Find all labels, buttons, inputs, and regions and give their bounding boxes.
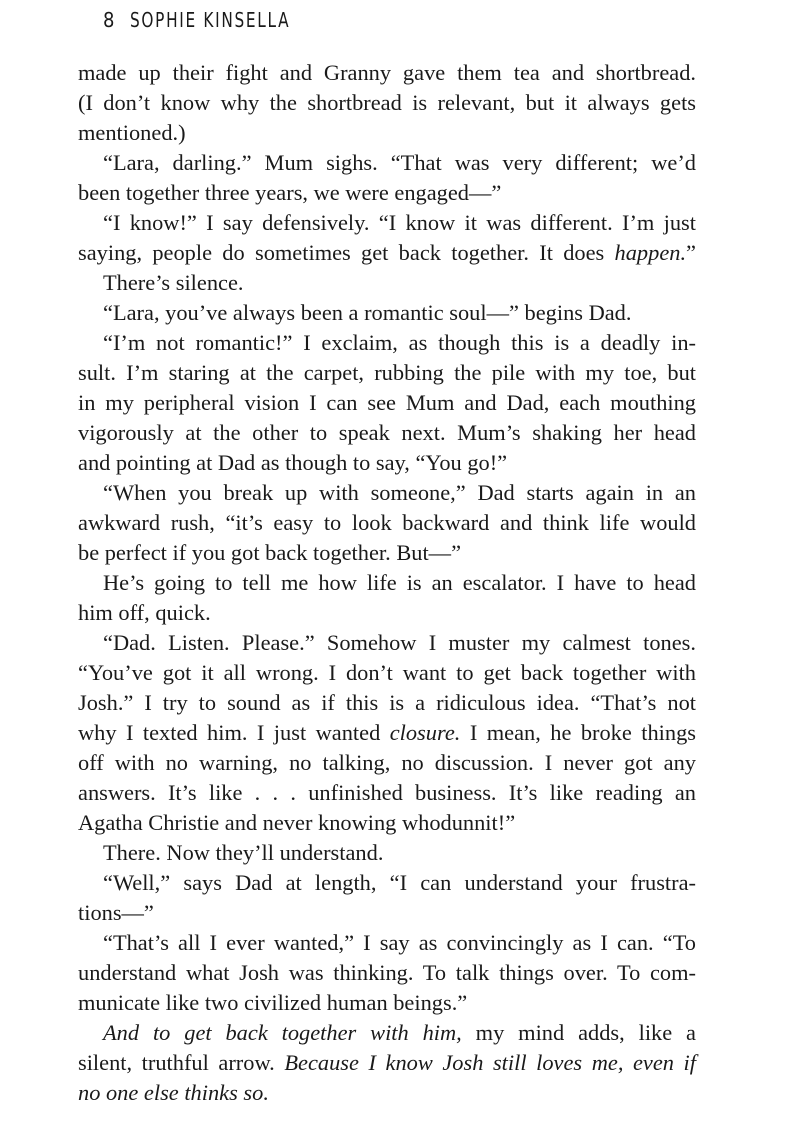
text-line	[78, 298, 696, 328]
text-segment: tions—”	[78, 900, 154, 925]
text-segment: “Well,” says Dad at length, “I can understand your frustra-	[103, 870, 696, 895]
text-segment: silent, truthful arrow.	[78, 1050, 285, 1075]
text-segment: There. Now they’ll understand.	[103, 840, 384, 865]
text-line	[78, 868, 696, 898]
text-segment: Josh.” I try to sound as if this is a ridiculous idea. “That’s not	[78, 690, 696, 715]
text-segment: Agatha Christie and never knowing whodunnit!”	[78, 810, 516, 835]
text-line	[78, 1078, 696, 1108]
text-segment: vigorously at the other to speak next. Mum’s shaking her head	[78, 420, 696, 445]
text-line	[78, 778, 696, 808]
text-segment: “Dad. Listen. Please.” Somehow I muster my calmest tones.	[103, 630, 696, 655]
text-segment: be perfect if you got back together. But—”	[78, 540, 462, 565]
text-line	[78, 88, 696, 118]
page-number: 8	[103, 8, 117, 32]
text-segment: understand what Josh was thinking. To talk things over. To com-	[78, 960, 696, 985]
text-line	[78, 598, 696, 628]
text-line	[78, 898, 696, 928]
text-line	[78, 658, 696, 688]
text-line	[78, 478, 696, 508]
text-line	[78, 448, 696, 478]
running-head	[103, 8, 319, 34]
text-segment: sult. I’m staring at the carpet, rubbing the pile with my toe, but	[78, 360, 696, 385]
text-line	[78, 568, 696, 598]
text-line	[78, 328, 696, 358]
text-segment: municate like two civilized human beings.”	[78, 990, 468, 1015]
text-segment: “I’m not romantic!” I exclaim, as though this is a deadly in-	[103, 330, 696, 355]
text-line	[78, 988, 696, 1018]
text-line	[78, 688, 696, 718]
text-segment: “You’ve got it all wrong. I don’t want to get back together with	[78, 660, 696, 685]
text-line	[78, 538, 696, 568]
text-line	[78, 118, 696, 148]
text-line	[78, 928, 696, 958]
text-segment: him off, quick.	[78, 600, 211, 625]
text-segment: I mean, he broke things	[460, 720, 696, 745]
text-line	[78, 508, 696, 538]
text-segment: “When you break up with someone,” Dad starts again in an	[103, 480, 696, 505]
text-segment: awkward rush, “it’s easy to look backward and think life would	[78, 510, 696, 535]
italic-text-segment: Because I know Josh still loves me, even if	[284, 1050, 697, 1075]
text-segment: why I texted him. I just wanted	[78, 720, 390, 745]
text-segment: There’s silence.	[103, 270, 244, 295]
text-line	[78, 628, 696, 658]
italic-text-segment: no one else thinks so.	[78, 1080, 269, 1105]
text-line	[78, 58, 696, 88]
text-line	[78, 958, 696, 988]
running-head-author: SOPHIE KINSELLA	[130, 8, 291, 32]
text-line	[78, 1048, 696, 1078]
italic-text-segment: happen.	[614, 240, 687, 265]
text-segment: been together three years, we were engaged—”	[78, 180, 502, 205]
body-text	[78, 58, 696, 1108]
text-segment: mentioned.)	[78, 120, 186, 145]
text-segment: (I don’t know why the shortbread is relevant, but it always gets	[78, 90, 696, 115]
text-line	[78, 748, 696, 778]
text-segment: He’s going to tell me how life is an escalator. I have to head	[103, 570, 696, 595]
text-line	[78, 208, 696, 238]
text-segment: “Lara, you’ve always been a romantic soul—” begins Dad.	[103, 300, 632, 325]
text-line	[78, 178, 696, 208]
text-line	[78, 268, 696, 298]
text-segment: off with no warning, no talking, no discussion. I never got any	[78, 750, 696, 775]
text-segment: “That’s all I ever wanted,” I say as convincingly as I can. “To	[103, 930, 696, 955]
text-segment: “Lara, darling.” Mum sighs. “That was very different; we’d	[103, 150, 696, 175]
text-line	[78, 388, 696, 418]
text-line	[78, 238, 696, 268]
text-line	[78, 808, 696, 838]
text-line	[78, 1018, 696, 1048]
text-line	[78, 358, 696, 388]
text-line	[78, 718, 696, 748]
text-line	[78, 418, 696, 448]
text-line	[78, 148, 696, 178]
text-segment: “I know!” I say defensively. “I know it was different. I’m just	[103, 210, 696, 235]
text-segment: ”	[686, 240, 696, 265]
text-segment: my mind adds, like a	[461, 1020, 696, 1045]
text-segment: answers. It’s like . . . unfinished business. It’s like reading an	[78, 780, 696, 805]
text-segment: saying, people do sometimes get back together. It does	[78, 240, 615, 265]
text-segment: and pointing at Dad as though to say, “You go!”	[78, 450, 508, 475]
text-line	[78, 838, 696, 868]
text-segment: in my peripheral vision I can see Mum and Dad, each mouthing	[78, 390, 696, 415]
text-segment: made up their fight and Granny gave them tea and shortbread.	[78, 60, 696, 85]
italic-text-segment: And to get back together with him,	[103, 1020, 462, 1045]
italic-text-segment: closure.	[389, 720, 461, 745]
